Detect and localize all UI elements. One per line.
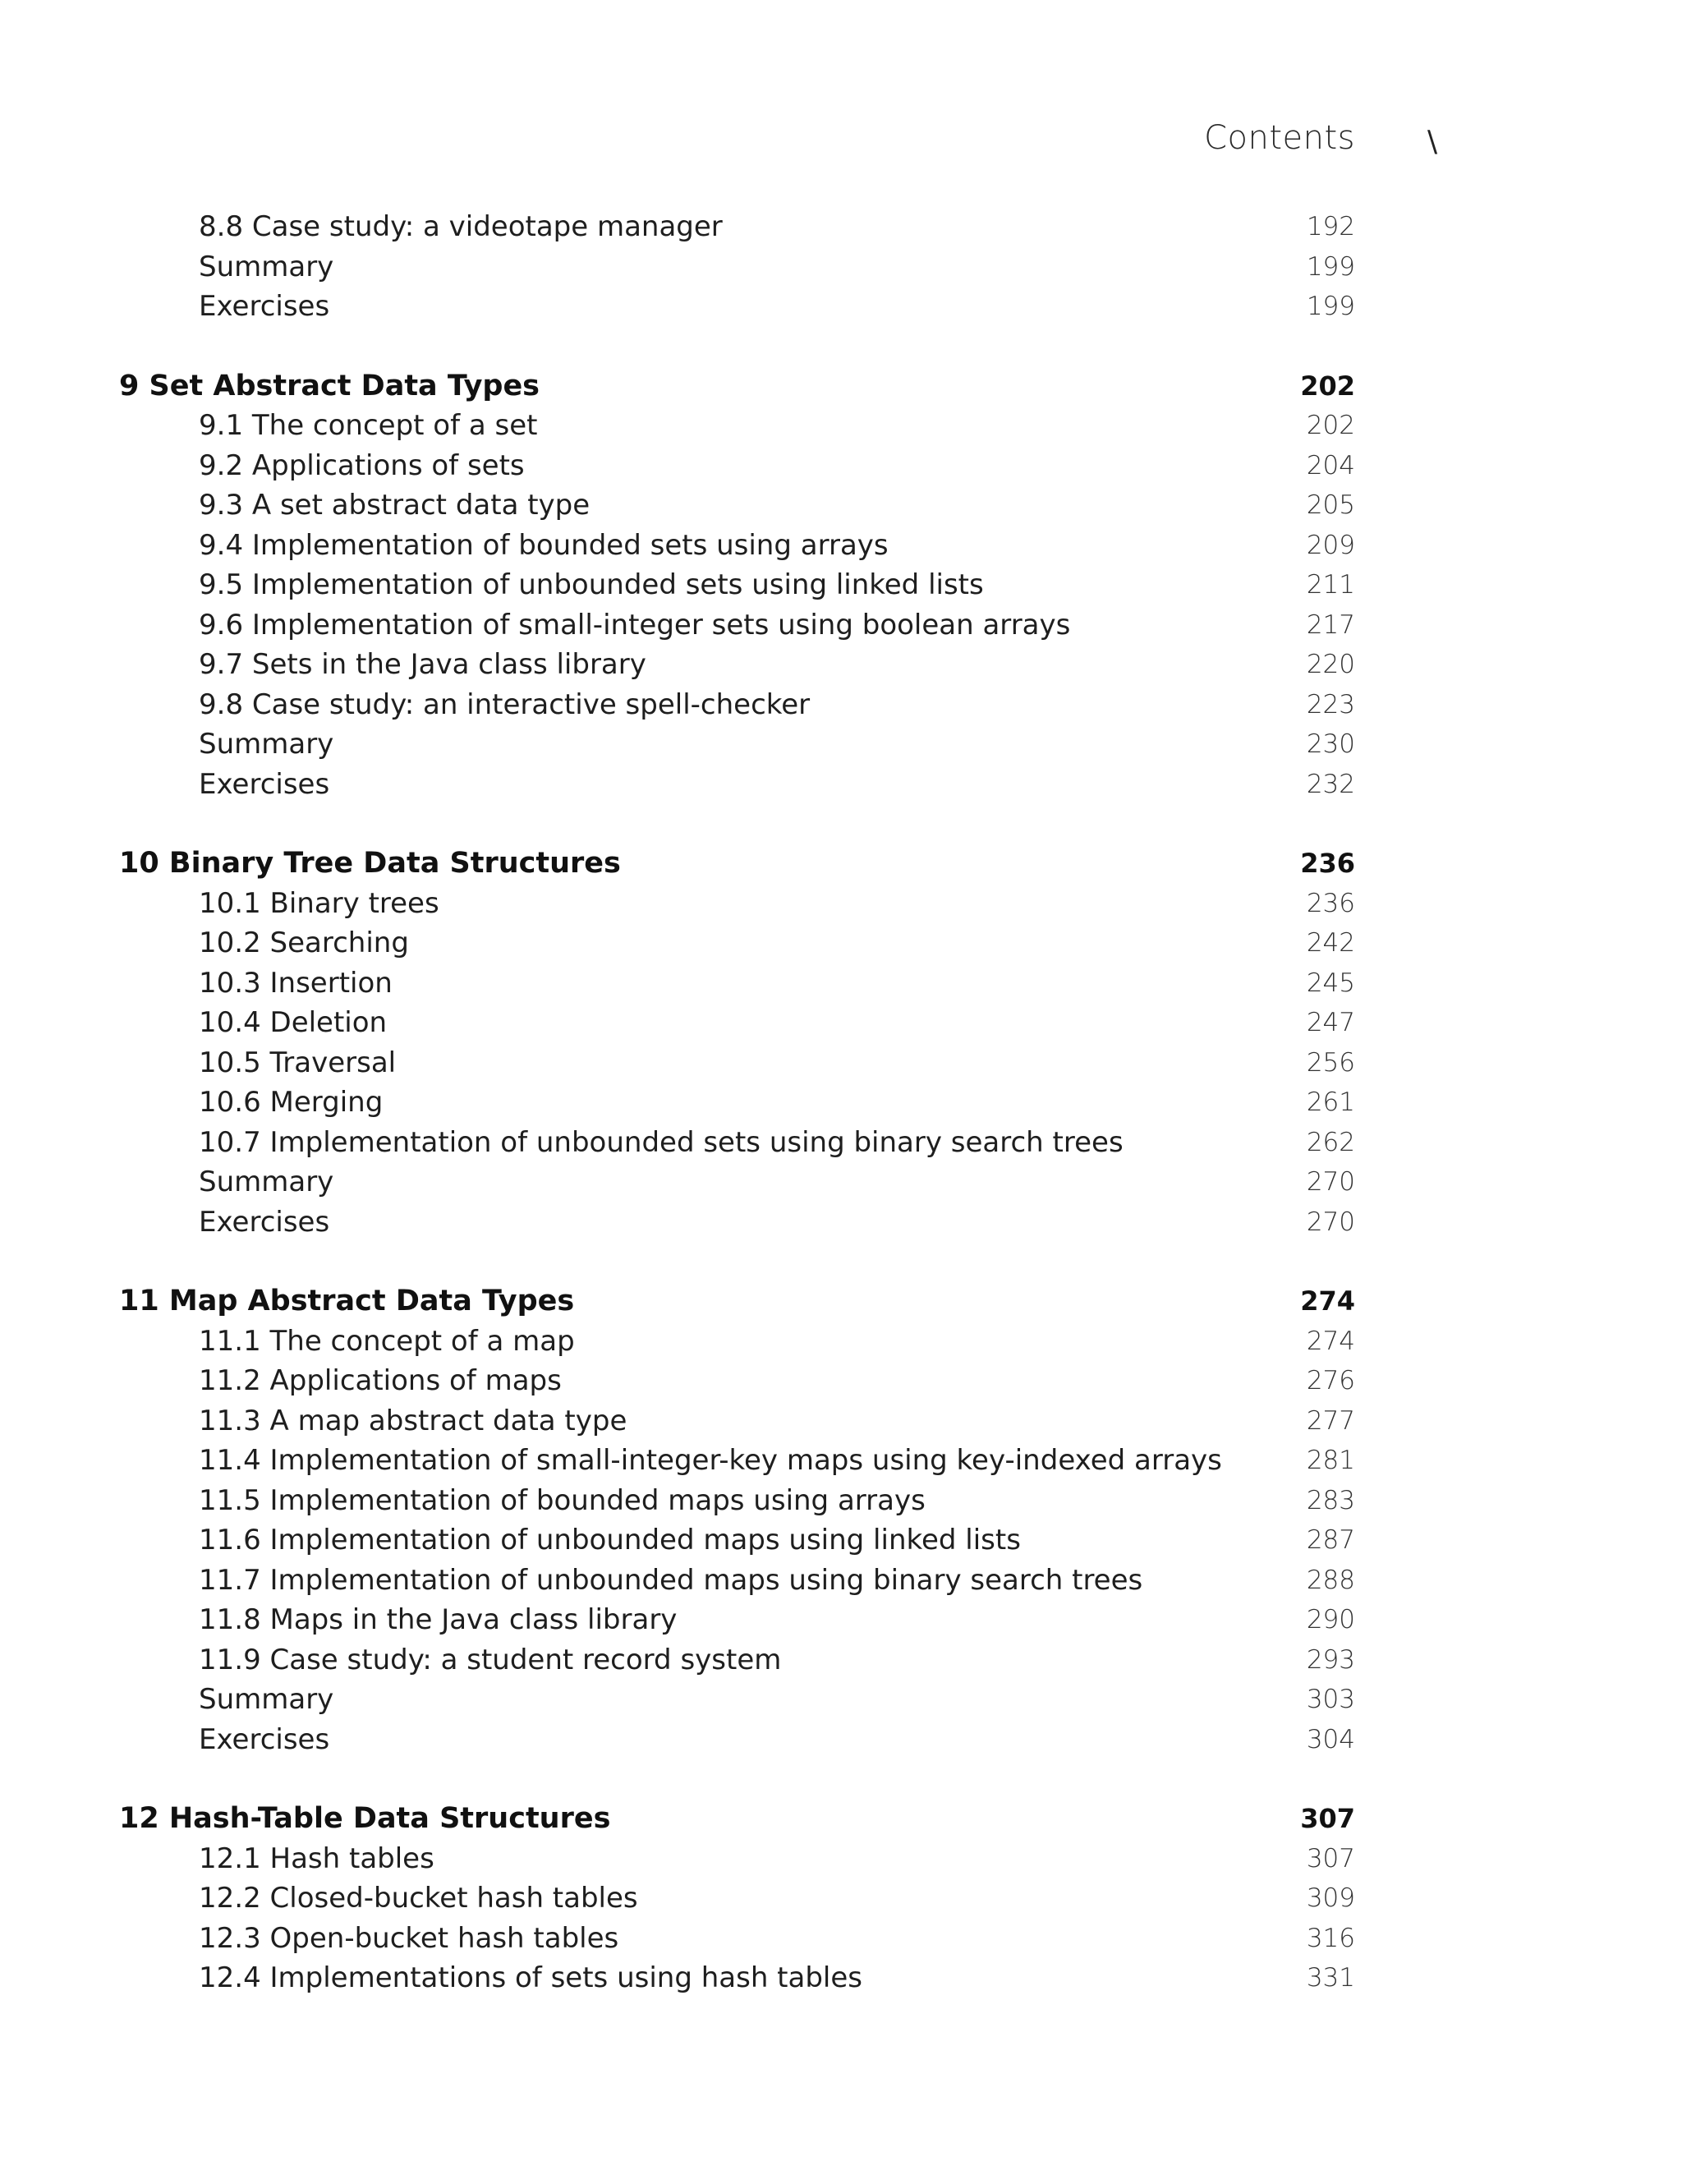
section-title: 10.5 Traversal (199, 1046, 397, 1079)
toc-section-entry (0, 724, 1682, 765)
toc-section-entry (0, 645, 1682, 685)
toc-section-entry (0, 1123, 1682, 1163)
page-number: 230 (1306, 729, 1355, 759)
section-title: Summary (199, 728, 334, 761)
toc-section-entry (0, 884, 1682, 924)
page-number: 304 (1306, 1724, 1355, 1754)
section-title: 11.6 Implementation of unbounded maps using linked lists (199, 1524, 1021, 1556)
section-title: 10.2 Searching (199, 926, 409, 959)
section-title: Exercises (199, 1722, 330, 1756)
toc-section-entry (0, 1720, 1682, 1760)
chapter-title: 12 Hash-Table Data Structures (119, 1802, 611, 1835)
page-mark: \ (1427, 125, 1438, 159)
toc-section-entry (0, 446, 1682, 486)
page-number: 232 (1306, 769, 1355, 799)
section-title: Summary (199, 1166, 334, 1198)
section-title: 10.6 Merging (199, 1086, 384, 1119)
toc-section-entry (0, 1520, 1682, 1561)
page-number: 309 (1306, 1883, 1355, 1913)
section-title: 12.1 Hash tables (199, 1841, 434, 1875)
section-title: 9.5 Implementation of unbounded sets using linked lists (199, 568, 984, 601)
running-title: Contents (1204, 119, 1355, 157)
toc-section-entry (0, 1600, 1682, 1640)
toc-section-entry (0, 287, 1682, 327)
section-title: 9.7 Sets in the Java class library (199, 648, 646, 681)
page-number: 303 (1306, 1685, 1355, 1714)
toc-section-entry (0, 1043, 1682, 1083)
section-title: 11.9 Case study: a student record system (199, 1643, 782, 1676)
toc-section-entry (0, 1162, 1682, 1202)
section-title: 9.8 Case study: an interactive spell-checker (199, 687, 811, 721)
section-title: 10.3 Insertion (199, 966, 393, 1000)
toc-section-entry (0, 1958, 1682, 1998)
section-title: 9.6 Implementation of small-integer sets using boolean arrays (199, 608, 1071, 641)
toc-section-entry (0, 1441, 1682, 1481)
section-title: 9.2 Applications of sets (199, 448, 525, 482)
page-number: 199 (1306, 292, 1355, 321)
page-number: 287 (1306, 1525, 1355, 1555)
toc-section-entry (0, 1401, 1682, 1441)
page-number: 202 (1306, 411, 1355, 440)
chapter-title: 11 Map Abstract Data Types (119, 1285, 575, 1317)
toc-section-entry (0, 685, 1682, 725)
page-number: 205 (1306, 490, 1355, 520)
toc-chapter-entry (0, 1799, 1682, 1839)
chapter-title: 9 Set Abstract Data Types (119, 369, 540, 402)
page-number: 270 (1306, 1167, 1355, 1197)
page-number: 307 (1300, 1803, 1355, 1834)
page-number: 316 (1306, 1923, 1355, 1953)
toc-section-entry (0, 1202, 1682, 1243)
section-title: 11.3 A map abstract data type (199, 1404, 627, 1437)
page-number: 276 (1306, 1366, 1355, 1395)
page-number: 236 (1300, 848, 1355, 879)
toc-section-entry (0, 1561, 1682, 1601)
chapter-spacer (0, 804, 1682, 844)
toc-section-entry (0, 1481, 1682, 1521)
section-title: 10.7 Implementation of unbounded sets using binary search trees (199, 1125, 1124, 1159)
section-title: 11.1 The concept of a map (199, 1324, 575, 1358)
toc-section-entry (0, 526, 1682, 566)
toc-section-entry (0, 1322, 1682, 1362)
section-title: 11.7 Implementation of unbounded maps using binary search trees (199, 1563, 1143, 1597)
toc-section-entry (0, 485, 1682, 526)
page-number: 245 (1306, 968, 1355, 998)
section-title: Exercises (199, 1205, 330, 1239)
section-title: 11.5 Implementation of bounded maps using arrays (199, 1483, 926, 1517)
page-number: 256 (1306, 1047, 1355, 1078)
toc-section-entry (0, 207, 1682, 247)
toc-section-entry (0, 923, 1682, 963)
toc-section-entry (0, 1680, 1682, 1720)
page-number: 277 (1306, 1405, 1355, 1436)
page-number: 274 (1306, 1326, 1355, 1356)
page-number: 211 (1306, 570, 1355, 600)
section-title: Exercises (199, 290, 330, 323)
page-number: 307 (1306, 1843, 1355, 1874)
chapter-spacer (0, 1242, 1682, 1281)
page-number: 290 (1306, 1605, 1355, 1635)
toc-section-entry (0, 406, 1682, 446)
page-number: 274 (1300, 1285, 1355, 1317)
page-number: 331 (1306, 1963, 1355, 1993)
chapter-title: 10 Binary Tree Data Structures (119, 847, 621, 880)
page-number: 262 (1306, 1127, 1355, 1157)
page-number: 220 (1306, 650, 1355, 679)
toc-section-entry (0, 247, 1682, 287)
toc-section-entry (0, 1878, 1682, 1919)
page-number: 288 (1306, 1565, 1355, 1595)
section-title: 9.4 Implementation of bounded sets using arrays (199, 528, 889, 562)
section-title: 11.4 Implementation of small-integer-key maps using key-indexed arrays (199, 1444, 1222, 1477)
toc-section-entry (0, 565, 1682, 605)
toc-section-entry (0, 963, 1682, 1004)
toc-section-entry (0, 1919, 1682, 1959)
page-number: 261 (1306, 1087, 1355, 1117)
toc-section-entry (0, 1361, 1682, 1401)
page-number: 270 (1306, 1207, 1355, 1237)
page-number: 204 (1306, 450, 1355, 480)
section-title: 8.8 Case study: a videotape manager (199, 210, 723, 243)
toc-chapter-entry (0, 844, 1682, 884)
section-title: 10.4 Deletion (199, 1006, 388, 1039)
section-title: Summary (199, 1683, 334, 1716)
chapter-spacer (0, 327, 1682, 366)
page-number: 293 (1306, 1644, 1355, 1675)
section-title: 9.1 The concept of a set (199, 409, 538, 442)
toc-section-entry (0, 605, 1682, 646)
table-of-contents (0, 207, 1682, 1998)
section-title: 12.4 Implementations of sets using hash tables (199, 1961, 862, 1994)
page-number: 236 (1306, 888, 1355, 918)
section-title: 12.2 Closed-bucket hash tables (199, 1882, 638, 1915)
page-number: 217 (1306, 609, 1355, 640)
page-number: 283 (1306, 1485, 1355, 1515)
page-number: 281 (1306, 1446, 1355, 1475)
section-title: 10.1 Binary trees (199, 886, 439, 920)
section-title: Exercises (199, 767, 330, 801)
section-title: 11.8 Maps in the Java class library (199, 1603, 678, 1636)
toc-section-entry (0, 1640, 1682, 1681)
section-title: 9.3 A set abstract data type (199, 489, 591, 522)
page-number: 199 (1306, 251, 1355, 282)
page-number: 247 (1306, 1008, 1355, 1037)
toc-chapter-entry (0, 1281, 1682, 1322)
page-number: 202 (1300, 370, 1355, 402)
page-number: 192 (1306, 212, 1355, 241)
page-number: 209 (1306, 530, 1355, 560)
toc-section-entry (0, 765, 1682, 805)
page-number: 223 (1306, 689, 1355, 720)
section-title: 12.3 Open-bucket hash tables (199, 1921, 619, 1955)
chapter-spacer (0, 1759, 1682, 1799)
page-number: 242 (1306, 928, 1355, 958)
toc-section-entry (0, 1003, 1682, 1043)
toc-section-entry (0, 1083, 1682, 1123)
section-title: Summary (199, 250, 334, 283)
toc-chapter-entry (0, 366, 1682, 407)
section-title: 11.2 Applications of maps (199, 1364, 562, 1397)
toc-section-entry (0, 1839, 1682, 1879)
